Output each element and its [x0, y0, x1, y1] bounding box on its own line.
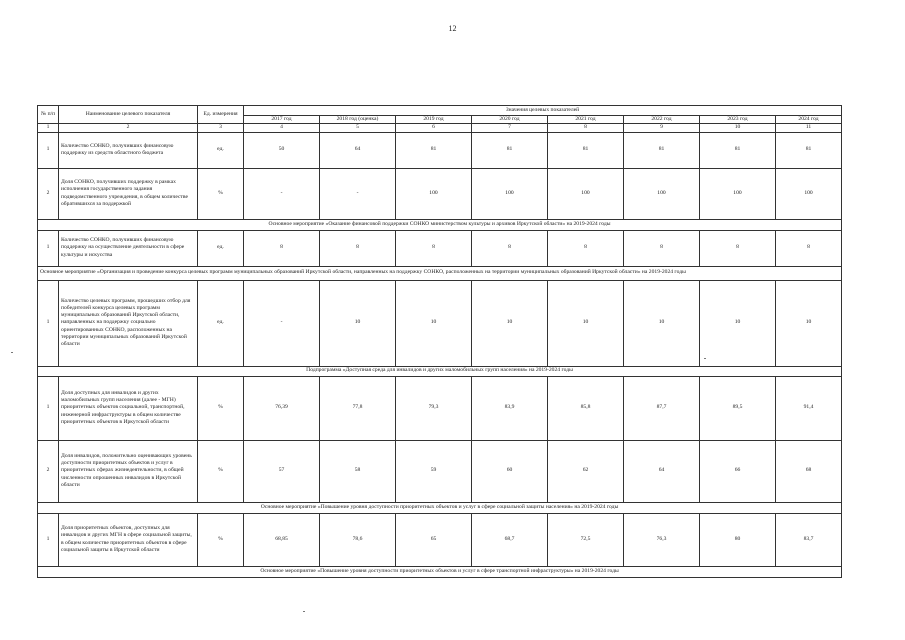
value-cell: 8: [700, 230, 776, 266]
unit-cell: %: [198, 168, 244, 219]
value-cell: 57: [244, 440, 320, 502]
value-cell: 8: [396, 230, 472, 266]
header-values-title: Значения целевых показателей: [244, 106, 842, 116]
value-cell: -: [320, 168, 396, 219]
value-cell: 81: [776, 132, 842, 168]
value-cell: 91,4: [776, 376, 842, 440]
table-row: [38, 513, 842, 566]
indicator-name: Количество целевых программ, прошедших отбор для победителей конкурса целевых программ муниципальных образований Иркутской области, направленных на поддержку социально ориентированных СОНКО, расположенных на территории муниципальных образований Иркутской области: [59, 280, 198, 366]
value-cell: 81: [472, 132, 548, 168]
value-cell: 62: [548, 440, 624, 502]
header-year: 2023 год: [700, 116, 776, 124]
value-cell: 100: [396, 168, 472, 219]
section-title: Основное мероприятие «Повышение уровня доступности приоритетных объектов и услуг в сфере транспортной инфраструктуры» на 2019-2024 годы: [38, 566, 842, 577]
header-name: Наименование целевого показателя: [59, 106, 198, 124]
unit-cell: %: [198, 376, 244, 440]
column-number: 3: [198, 124, 244, 132]
value-cell: 68,85: [244, 513, 320, 566]
column-number: 1: [38, 124, 59, 132]
value-cell: 8: [472, 230, 548, 266]
column-number: 7: [472, 124, 548, 132]
value-cell: 10: [396, 280, 472, 366]
table-row: [38, 132, 842, 168]
value-cell: 10: [700, 280, 776, 366]
value-cell: 79,3: [396, 376, 472, 440]
value-cell: 68: [776, 440, 842, 502]
row-number: 2: [38, 440, 59, 502]
value-cell: 81: [700, 132, 776, 168]
value-cell: 81: [624, 132, 700, 168]
value-cell: 64: [624, 440, 700, 502]
indicators-table: [37, 105, 842, 578]
header-year: 2024 год: [776, 116, 842, 124]
scan-speck: [704, 358, 706, 359]
value-cell: 78,6: [320, 513, 396, 566]
value-cell: 72,5: [548, 513, 624, 566]
table-row: [38, 230, 842, 266]
value-cell: -: [244, 168, 320, 219]
value-cell: 64: [320, 132, 396, 168]
indicator-name: Доля доступных для инвалидов и других маломобильных групп населения (далее - МГН) приоритетных объектов социальной, транспортной, инженерной инфраструктуры в общем количестве приоритетных объектов в Иркутской области: [59, 376, 198, 440]
value-cell: -: [244, 280, 320, 366]
value-cell: 83,7: [776, 513, 842, 566]
value-cell: 10: [320, 280, 396, 366]
unit-cell: ед.: [198, 230, 244, 266]
column-number: 11: [776, 124, 842, 132]
value-cell: 10: [472, 280, 548, 366]
value-cell: 100: [548, 168, 624, 219]
value-cell: 81: [396, 132, 472, 168]
value-cell: 76,3: [624, 513, 700, 566]
value-cell: 10: [776, 280, 842, 366]
section-row: [38, 219, 842, 230]
section-row: [38, 266, 842, 280]
section-row: [38, 566, 842, 577]
value-cell: 83,9: [472, 376, 548, 440]
section-row: [38, 502, 842, 513]
unit-cell: %: [198, 513, 244, 566]
value-cell: 66: [700, 440, 776, 502]
value-cell: 100: [776, 168, 842, 219]
value-cell: 10: [548, 280, 624, 366]
value-cell: 65: [396, 513, 472, 566]
indicator-name: Доля СОНКО, получивших поддержку в рамках исполнения государственного задания подведомственного учреждения, в общем количестве обратившихся за поддержкой: [59, 168, 198, 219]
value-cell: 81: [548, 132, 624, 168]
header-num: № п/п: [38, 106, 59, 124]
column-number: 9: [624, 124, 700, 132]
value-cell: 8: [320, 230, 396, 266]
value-cell: 80: [700, 513, 776, 566]
scan-speck: [303, 611, 305, 612]
value-cell: 68,7: [472, 513, 548, 566]
table-row: [38, 280, 842, 366]
unit-cell: ед.: [198, 280, 244, 366]
unit-cell: %: [198, 440, 244, 502]
header-year: 2019 год: [396, 116, 472, 124]
value-cell: 60: [472, 440, 548, 502]
header-year: 2017 год: [244, 116, 320, 124]
row-number: 1: [38, 132, 59, 168]
table-row: [38, 440, 842, 502]
header-year: 2022 год: [624, 116, 700, 124]
row-number: 1: [38, 376, 59, 440]
unit-cell: ед.: [198, 132, 244, 168]
column-number: 5: [320, 124, 396, 132]
section-row: [38, 366, 842, 376]
header-unit: Ед. измерения: [198, 106, 244, 124]
value-cell: 8: [548, 230, 624, 266]
indicator-name: Доля приоритетных объектов, доступных для инвалидов и других МГН в сфере социальной защиты, в общем количестве приоритетных объектов в сфере социальной защиты в Иркутской области: [59, 513, 198, 566]
scan-speck: [11, 352, 13, 353]
row-number: 1: [38, 513, 59, 566]
indicator-name: Количество СОНКО, получивших финансовую поддержку из средств областного бюджета: [59, 132, 198, 168]
row-number: 1: [38, 280, 59, 366]
indicator-name: Доля инвалидов, положительно оценивающих уровень доступности приоритетных объектов и услуг в приоритетных сферах жизнедеятельности, в общей численности опрошенных инвалидов в Иркутской области: [59, 440, 198, 502]
value-cell: 58: [320, 440, 396, 502]
header-year: 2021 год: [548, 116, 624, 124]
column-number: 8: [548, 124, 624, 132]
section-title: Подпрограмма «Доступная среда для инвалидов и других маломобильных групп населения» на 2019-2024 годы: [38, 366, 842, 376]
value-cell: 100: [624, 168, 700, 219]
value-cell: 8: [244, 230, 320, 266]
section-title: Основное мероприятие «Повышение уровня доступности приоритетных объектов и услуг в сфере социальной защиты населения» на 2019-2024 годы: [38, 502, 842, 513]
header-year: 2020 год: [472, 116, 548, 124]
value-cell: 10: [624, 280, 700, 366]
value-cell: 59: [396, 440, 472, 502]
section-title: Основное мероприятие «Организация и проведение конкурса целевых программ муниципальных образований Иркутской области, направленных на поддержку СОНКО, расположенных на территории муниципальных образований Иркутской области» на 2019-2024 годы: [38, 266, 842, 280]
value-cell: 50: [244, 132, 320, 168]
indicator-name: Количество СОНКО, получивших финансовую поддержку на осуществление деятельности в сфере культуры и искусства: [59, 230, 198, 266]
column-number: 6: [396, 124, 472, 132]
value-cell: 100: [700, 168, 776, 219]
table-row: [38, 376, 842, 440]
value-cell: 8: [776, 230, 842, 266]
section-title: Основное мероприятие «Оказание финансовой поддержки СОНКО министерством культуры и архивов Иркутской области» на 2019-2024 годы: [38, 219, 842, 230]
value-cell: 85,8: [548, 376, 624, 440]
header-year: 2018 год (оценка): [320, 116, 396, 124]
column-number: 10: [700, 124, 776, 132]
page-number: 12: [448, 24, 457, 33]
value-cell: 100: [472, 168, 548, 219]
value-cell: 89,5: [700, 376, 776, 440]
row-number: 2: [38, 168, 59, 219]
value-cell: 76,39: [244, 376, 320, 440]
value-cell: 87,7: [624, 376, 700, 440]
column-number: 4: [244, 124, 320, 132]
table-row: [38, 168, 842, 219]
column-number: 2: [59, 124, 198, 132]
value-cell: 8: [624, 230, 700, 266]
row-number: 1: [38, 230, 59, 266]
value-cell: 77,8: [320, 376, 396, 440]
